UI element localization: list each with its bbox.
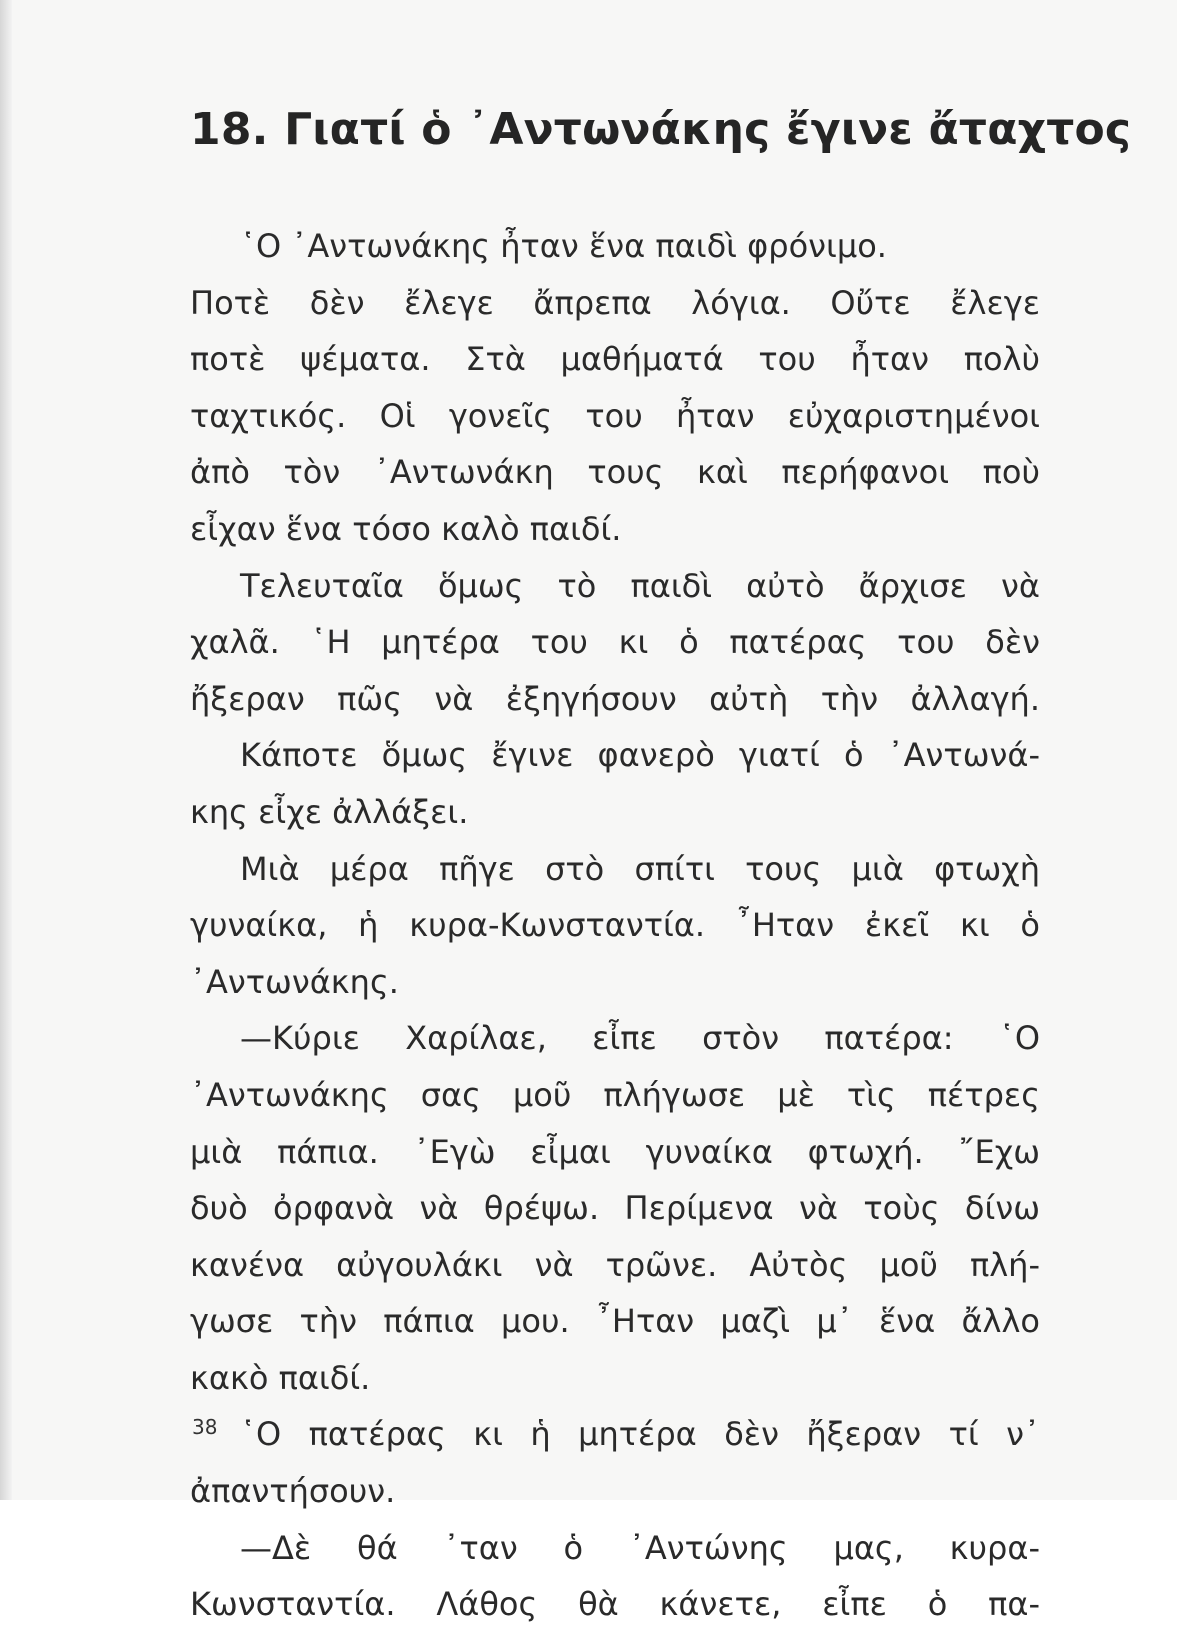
text-line: γωσε τὴν πάπια μου. ῏Ηταν μαζὶ μ᾿ ἕνα ἄλλο: [190, 1302, 1040, 1341]
text-line: Κάποτε ὅμως ἔγινε φανερὸ γιατί ὁ ᾿Αντωνά-: [240, 736, 1040, 775]
text-line: ἀπὸ τὸν ᾿Αντωνάκη τους καὶ περήφανοι ποὺ: [190, 453, 1040, 492]
text-line: ᾿Αντωνάκης σας μοῦ πλήγωσε μὲ τὶς πέτρες: [190, 1075, 1040, 1114]
text-line: ἀπαντήσουν.: [190, 1472, 396, 1511]
text-line: κης εἶχε ἀλλάξει.: [190, 792, 469, 831]
text-line: κακὸ παιδί.: [190, 1358, 371, 1397]
text-line: ᾿Αντωνάκης.: [190, 962, 399, 1001]
page-spine-shadow: [0, 0, 12, 1500]
text-line: ῾Ο ᾿Αντωνάκης ἦταν ἕνα παιδὶ φρόνιμο.: [240, 227, 887, 265]
text-line: Τελευταῖα ὅμως τὸ παιδὶ αὐτὸ ἄρχισε νὰ: [240, 566, 1040, 605]
text-line: χαλᾶ. ῾Η μητέρα του κι ὁ πατέρας του δὲν: [190, 623, 1040, 662]
text-line: κανένα αὐγουλάκι νὰ τρῶνε. Αὐτὸς μοῦ πλή-: [190, 1245, 1040, 1284]
text-line: ποτὲ ψέματα. Στὰ μαθήματά του ἦταν πολὺ: [190, 340, 1040, 379]
text-line: ταχτικός. Οἱ γονεῖς του ἦταν εὐχαριστημένοι: [190, 396, 1040, 435]
text-line: ῾Ο πατέρας κι ἡ μητέρα δὲν ἤξεραν τί ν᾿: [240, 1415, 1040, 1454]
body-text: [190, 218, 1040, 1633]
text-line: Κωνσταντία. Λάθος θὰ κάνετε, εἶπε ὁ πα-: [190, 1585, 1040, 1624]
text-line: ἤξεραν πῶς νὰ ἐξηγήσουν αὐτὴ τὴν ἀλλαγή.: [190, 679, 1040, 718]
text-line: δυὸ ὀρφανὰ νὰ θρέψω. Περίμενα νὰ τοὺς δίνω: [190, 1189, 1040, 1228]
text-line: —Δὲ θά ᾿ταν ὁ ᾿Αντώνης μας, κυρα-: [240, 1528, 1040, 1567]
text-line: Ποτὲ δὲν ἔλεγε ἄπρεπα λόγια. Οὔτε ἔλεγε: [190, 283, 1040, 322]
text-line: εἶχαν ἕνα τόσο καλὸ παιδί.: [190, 509, 622, 548]
chapter-title: 18. Γιατί ὁ ᾿Αντωνάκης ἔγινε ἄταχτος: [190, 104, 1132, 155]
text-line: Μιὰ μέρα πῆγε στὸ σπίτι τους μιὰ φτωχὴ: [240, 849, 1040, 888]
page-number: 38: [192, 1415, 218, 1439]
text-line: γυναίκα, ἡ κυρα-Κωνσταντία. ῏Ηταν ἐκεῖ κι ὁ: [190, 906, 1040, 945]
text-line: —Κύριε Χαρίλαε, εἶπε στὸν πατέρα: ῾Ο: [240, 1019, 1040, 1058]
text-line: μιὰ πάπια. ᾿Εγὼ εἶμαι γυναίκα φτωχή. ῎Εχω: [190, 1132, 1040, 1171]
